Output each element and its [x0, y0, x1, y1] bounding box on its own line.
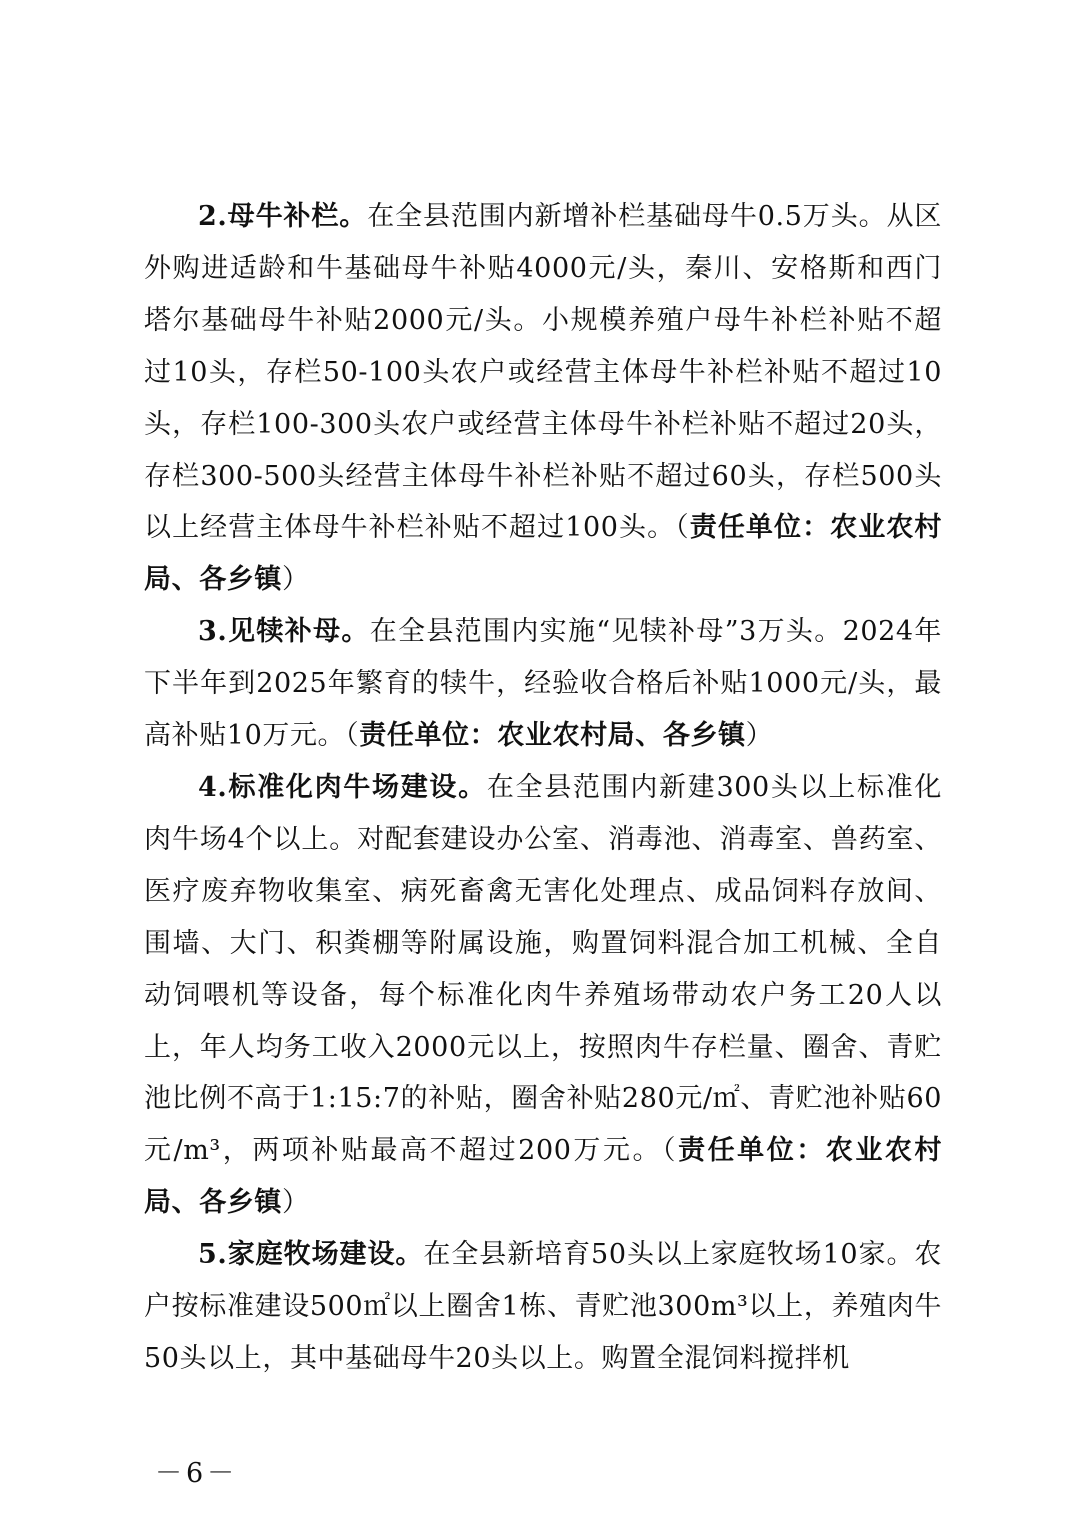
responsibility-unit: 责任单位：农业农村局、各乡镇 — [359, 720, 746, 752]
paragraph-calf-subsidy — [144, 606, 942, 762]
paragraph-family-ranch — [144, 1229, 942, 1385]
paragraph-heading: 3.见犊补母。 — [198, 616, 370, 648]
paragraph-closing: ） — [282, 564, 310, 596]
paragraph-cow-restocking — [144, 191, 942, 606]
paragraph-heading: 4.标准化肉牛场建设。 — [198, 771, 487, 803]
paragraph-standard-farm — [144, 762, 942, 1229]
responsibility-unit: 责任单位：农业农村局、各乡镇 — [144, 1135, 942, 1219]
paragraph-body: 在全县范围内新增补栏基础母牛0.5万头。从区外购进适龄和牛基础母牛补贴4000元/头，秦川、安格斯和西门塔尔基础母牛补贴2000元/头。小规模养殖户母牛补栏补贴不超过10头，存栏50-100头农户或经营主体母牛补栏补贴不超过10头，存栏100-300头农户或经营主体母牛补栏补贴不超过20头，存栏300-500头经营主体母牛补栏补贴不超过60头，存栏500头以上经营主体母牛补栏补贴不超过100头。（ — [144, 201, 943, 544]
page-number: －6－ — [155, 1458, 239, 1489]
document-page — [144, 191, 942, 1385]
paragraph-heading: 5.家庭牧场建设。 — [198, 1239, 424, 1271]
paragraph-heading: 2.母牛补栏。 — [198, 201, 368, 232]
responsibility-unit: 责任单位：农业农村局、各乡镇 — [144, 512, 942, 596]
paragraph-body: 在全县范围内新建300头以上标准化肉牛场4个以上。对配套建设办公室、消毒池、消毒室、兽药室、医疗废弃物收集室、病死畜禽无害化处理点、成品饲料存放间、围墙、大门、积粪棚等附属设施，购置饲料混合加工机械、全自动饲喂机等设备，每个标准化肉牛养殖场带动农户务工20人以上，年人均务工收入2000元以上，按照肉牛存栏量、圈舍、青贮池比例不高于1:15:7的补贴，圈舍补贴280元/㎡、青贮池补贴60元/m³，两项补贴最高不超过200万元。（ — [144, 771, 943, 1167]
paragraph-body: 在全县范围内实施“见犊补母”3万头。2024年下半年到2025年繁育的犊牛，经验收合格后补贴1000元/头，最高补贴10万元。（ — [144, 616, 942, 752]
paragraph-closing: ） — [282, 1187, 310, 1219]
paragraph-closing: ） — [745, 720, 774, 752]
paragraph-body: 在全县新培育50头以上家庭牧场10家。农户按标准建设500㎡以上圈舍1栋、青贮池300m³以上，养殖肉牛50头以上，其中基础母牛20头以上。购置全混饲料搅拌机 — [144, 1239, 942, 1374]
